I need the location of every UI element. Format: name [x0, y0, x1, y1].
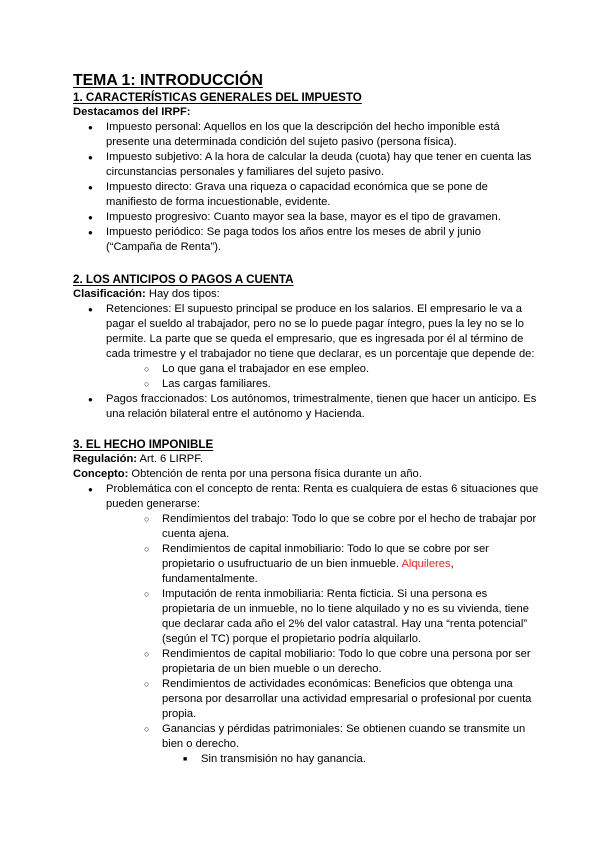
sublist-item	[135, 722, 540, 767]
list-item: ● Impuesto directo: Grava una riqueza o capacidad económica que se pone de manifiesto de forma incuestionable, evidente.	[79, 180, 540, 210]
list-item	[79, 482, 540, 767]
section-2-intro-label: Clasificación:	[73, 288, 146, 300]
inmobiliario-text-end: , fundamentalmente.	[162, 558, 454, 585]
ganancias-sublist	[162, 752, 540, 767]
sublist-item: ○ Rendimientos de actividades económicas: Beneficios que obtenga una persona por desarrollar una actividad empresarial o profesional por cuenta propia.	[135, 677, 540, 722]
section-1-list	[73, 120, 540, 255]
section-3-heading: 3. EL HECHO IMPONIBLE	[73, 438, 214, 451]
concepto-label: Concepto:	[73, 468, 129, 480]
sublist-item	[135, 542, 540, 587]
sublist-item: ■ Sin transmisión no hay ganancia.	[183, 752, 540, 767]
alquileres-highlight: Alquileres	[401, 558, 451, 570]
regulacion-label: Regulación:	[73, 453, 138, 465]
ganancias-text: Ganancias y pérdidas patrimoniales: Se obtienen cuando se transmite un bien o derecho.	[162, 723, 526, 750]
section-1-intro-label: Destacamos del IRPF:	[73, 106, 191, 118]
problematica-text: Problemática con el concepto de renta: Renta es cualquiera de estas 6 situaciones que pueden generarse:	[106, 483, 539, 510]
inmobiliario-text: Rendimientos de capital inmobiliario: Todo lo que se cobre por ser propietario o usufructuario de un bien inmueble.	[162, 543, 489, 570]
sublist-item: ○ Rendimientos del trabajo: Todo lo que se cobre por el hecho de trabajar por cuenta ajena.	[135, 512, 540, 542]
list-item: ● Impuesto periódico: Se paga todos los años entre los meses de abril y junio (“Campaña de Renta”).	[79, 225, 540, 255]
retenciones-text: Retenciones: El supuesto principal se produce en los salarios. El empresario le va a pagar el sueldo al trabajador, pero no se lo puede pagar íntegro, pues la ley no se lo permite. La parte que se queda el empresario, que es ingresada por él al término de cada trimestre y el trabajador no tiene que declarar, es un porcentaje que depende de:	[106, 303, 535, 360]
page-title: TEMA 1: INTRODUCCIÓN	[73, 72, 263, 89]
list-item: ● Pagos fraccionados: Los autónomos, trimestralmente, tienen que hacer un anticipo. Es una relación bilateral entre el autónomo y Hacienda.	[79, 392, 540, 422]
regulacion-text: Art. 6 LIRPF.	[137, 453, 203, 465]
section-1-intro	[73, 105, 540, 120]
sublist-item: ○ Las cargas familiares.	[135, 377, 540, 392]
list-item: ● Impuesto progresivo: Cuanto mayor sea la base, mayor es el tipo de gravamen.	[79, 210, 540, 225]
section-1-heading: 1. CARACTERÍSTICAS GENERALES DEL IMPUESTO	[73, 91, 362, 104]
list-item: ● Impuesto personal: Aquellos en los que la descripción del hecho imponible está presente una determinada condición del sujeto pasivo (persona física).	[79, 120, 540, 150]
section-2-intro	[73, 287, 540, 302]
concepto-text: Obtención de renta por una persona física durante un año.	[128, 468, 422, 480]
section-2-heading: 2. LOS ANTICIPOS O PAGOS A CUENTA	[73, 273, 294, 286]
retenciones-sublist	[106, 362, 540, 392]
sublist-item: ○ Imputación de renta inmobiliaria: Renta ficticia. Si una persona es propietaria de un inmueble, no lo tiene alquilado y no es su vivienda, tiene que declarar cada año el 2% del valor catastral. Hay una “renta potencial” (según el TC) porque el propietario podría alquilarlo.	[135, 587, 540, 647]
list-item	[79, 302, 540, 392]
situaciones-sublist	[106, 512, 540, 767]
section-2-intro-text: Hay dos tipos:	[145, 288, 220, 300]
regulacion-line	[73, 452, 540, 467]
sublist-item: ○ Lo que gana el trabajador en ese empleo.	[135, 362, 540, 377]
section-3-list	[73, 482, 540, 767]
sublist-item: ○ Rendimientos de capital mobiliario: Todo lo que cobre una persona por ser propietaria de un bien mueble o un derecho.	[135, 647, 540, 677]
list-item: ● Impuesto subjetivo: A la hora de calcular la deuda (cuota) hay que tener en cuenta las circunstancias personales y familiares del sujeto pasivo.	[79, 150, 540, 180]
concepto-line	[73, 467, 540, 482]
section-2-list	[73, 302, 540, 422]
